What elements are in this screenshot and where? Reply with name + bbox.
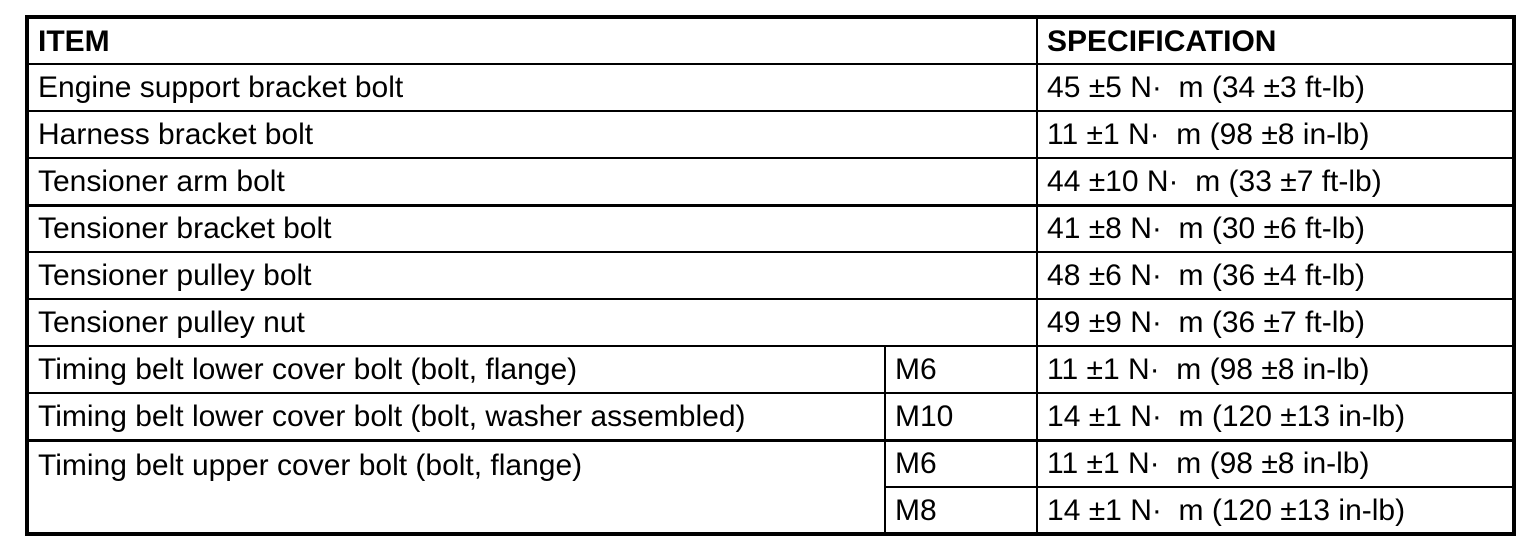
header-row [27,17,1514,64]
table-row [27,393,1514,440]
item-cell: Timing belt upper cover bolt (bolt, flange) [27,440,885,534]
item-cell: Timing belt lower cover bolt (bolt, washer assembled) [27,393,885,440]
spec-cell: 44 ±10 N· m (33 ±7 ft-lb) [1037,158,1514,205]
table-row [27,346,1514,393]
table-row [27,299,1514,346]
item-cell: Tensioner pulley bolt [27,252,1037,299]
spec-cell: 41 ±8 N· m (30 ±6 ft-lb) [1037,205,1514,252]
size-cell: M6 [885,440,1037,487]
size-cell: M6 [885,346,1037,393]
item-cell: Timing belt lower cover bolt (bolt, flange) [27,346,885,393]
specification-column-header: SPECIFICATION [1037,17,1514,64]
table-row [27,252,1514,299]
table-row [27,158,1514,205]
spec-cell: 48 ±6 N· m (36 ±4 ft-lb) [1037,252,1514,299]
item-cell: Tensioner pulley nut [27,299,1037,346]
spec-cell: 45 ±5 N· m (34 ±3 ft-lb) [1037,64,1514,111]
spec-cell: 11 ±1 N· m (98 ±8 in-lb) [1037,346,1514,393]
table-row [27,111,1514,158]
spec-cell: 49 ±9 N· m (36 ±7 ft-lb) [1037,299,1514,346]
table-row [27,440,1514,487]
item-column-header: ITEM [27,17,1037,64]
spec-cell: 14 ±1 N· m (120 ±13 in-lb) [1037,487,1514,534]
table-row [27,205,1514,252]
torque-spec-table [25,15,1516,536]
size-cell: M10 [885,393,1037,440]
item-cell: Tensioner bracket bolt [27,205,1037,252]
table-row [27,64,1514,111]
item-cell: Engine support bracket bolt [27,64,1037,111]
item-cell: Tensioner arm bolt [27,158,1037,205]
spec-cell: 11 ±1 N· m (98 ±8 in-lb) [1037,111,1514,158]
spec-cell: 14 ±1 N· m (120 ±13 in-lb) [1037,393,1514,440]
item-cell: Harness bracket bolt [27,111,1037,158]
size-cell: M8 [885,487,1037,534]
spec-cell: 11 ±1 N· m (98 ±8 in-lb) [1037,440,1514,487]
